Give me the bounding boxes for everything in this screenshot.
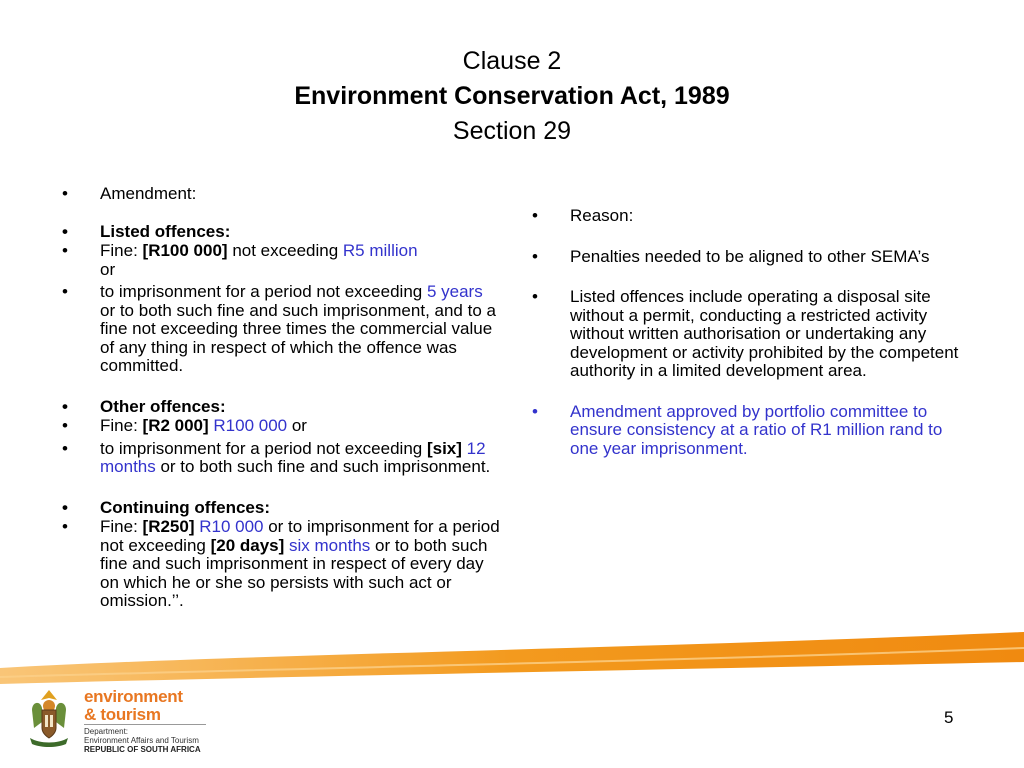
listed-offences-heading: • Listed offences: (62, 223, 500, 242)
slide-title-line3: Section 29 (452, 117, 572, 145)
page-number: 5 (944, 708, 954, 727)
listed-offences-fine: • Fine: [R100 000] not exceeding R5 million or (62, 242, 500, 279)
other-offences-fine: • Fine: [R2 000] R100 000 or (62, 417, 500, 436)
reason-point-2: • Listed offences include operating a disposal site without a permit, conducting a restricted activity without written authorisation or undertaking any development or activity prohibited by the competent authority in a limited development area. (532, 288, 964, 381)
logo-line-tourism: & tourism (84, 705, 161, 724)
logo-divider (84, 724, 206, 725)
continuing-offences-fine: • Fine: [R250] R10 000 or to imprisonment for a period not exceeding [20 days] six months or to both such fine and such imprisonment in respect of every day on which he or she so persists with such act or omission.’’. (62, 518, 500, 611)
right-column (532, 207, 964, 458)
dept-line-3: REPUBLIC OF SOUTH AFRICA (84, 745, 201, 754)
reason-point-3: • Amendment approved by portfolio committee to ensure consistency at a ratio of R1 million rand to one year imprisonment. (532, 403, 964, 459)
reason-label: • Reason: (532, 207, 964, 226)
logo-line-environment: environment (84, 687, 183, 706)
left-column (62, 185, 500, 611)
other-offences-heading: • Other offences: (62, 398, 500, 417)
amendment-label: • Amendment: (62, 185, 500, 204)
coat-of-arms-icon (22, 688, 76, 748)
continuing-offences-heading: • Continuing offences: (62, 499, 500, 518)
dept-line-2: Environment Affairs and Tourism (84, 736, 199, 745)
slide-title-line2: Environment Conservation Act, 1989 (294, 82, 730, 110)
other-offences-imprisonment: • to imprisonment for a period not exceeding [six] 12 months or to both such fine and such imprisonment. (62, 440, 500, 477)
reason-point-1: • Penalties needed to be aligned to other SEMA’s (532, 248, 964, 267)
dept-line-1: Department: (84, 727, 129, 736)
listed-offences-imprisonment: • to imprisonment for a period not exceeding 5 years or to both such fine and such imprisonment, and to a fine not exceeding three times the commercial value of any thing in respect of which the offence was committed. (62, 283, 500, 376)
slide-title-line1: Clause 2 (462, 47, 562, 75)
